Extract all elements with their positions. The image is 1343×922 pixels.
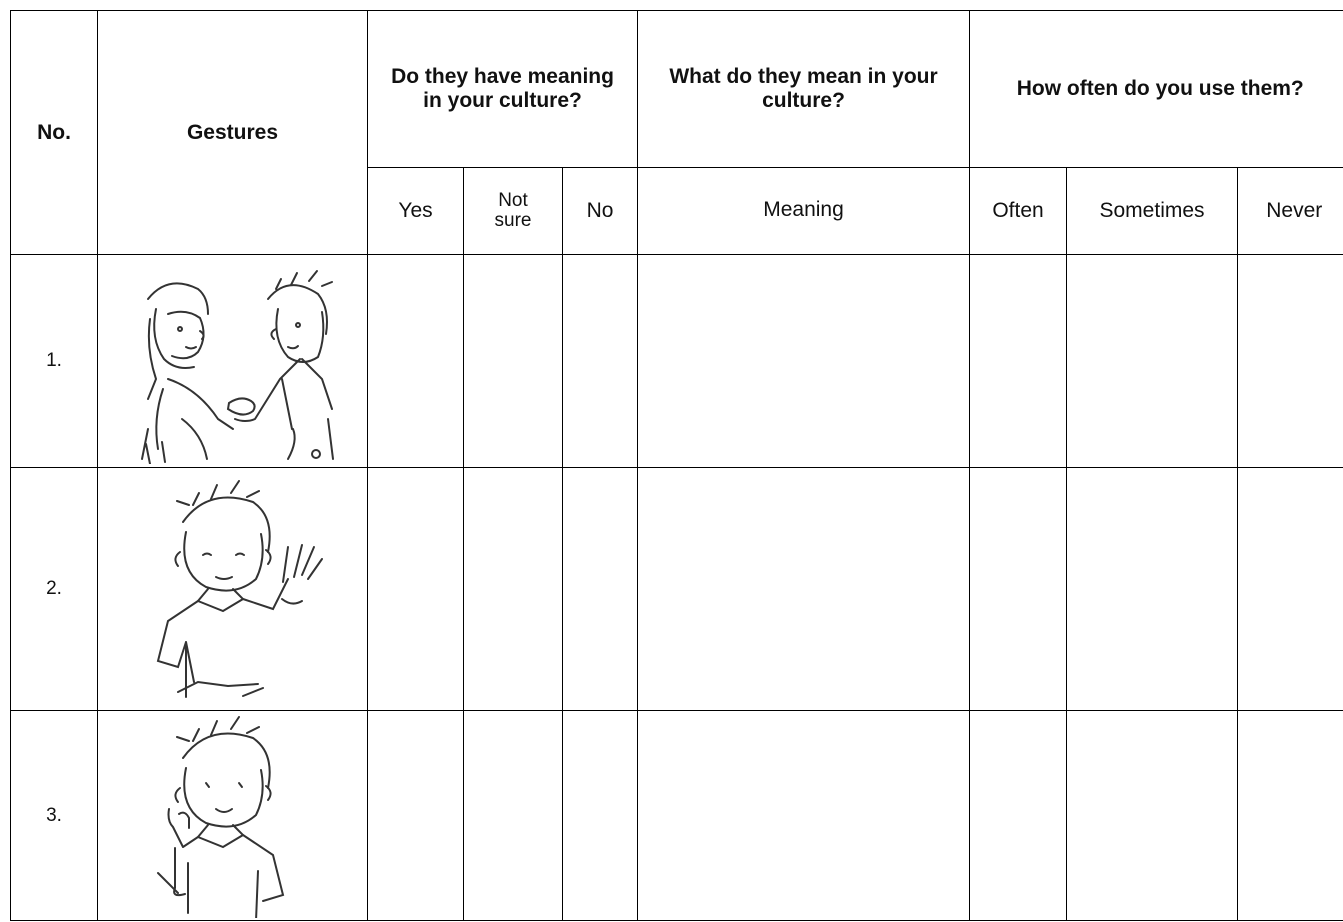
cell-no[interactable] xyxy=(563,711,638,921)
subheader-not-sure: Not sure xyxy=(464,168,563,255)
finger-gesture-illustration xyxy=(98,711,368,921)
subheader-never: Never xyxy=(1238,168,1343,255)
subheader-often: Often xyxy=(970,168,1067,255)
cell-not-sure[interactable] xyxy=(464,468,563,711)
cell-often[interactable] xyxy=(970,711,1067,921)
row-number: 2. xyxy=(11,468,98,711)
table-row xyxy=(11,255,1343,468)
cell-never[interactable] xyxy=(1238,711,1343,921)
subheader-sometimes: Sometimes xyxy=(1067,168,1238,255)
cell-sometimes[interactable] xyxy=(1067,468,1238,711)
cell-meaning[interactable] xyxy=(638,468,970,711)
table-row xyxy=(11,711,1343,921)
cell-never[interactable] xyxy=(1238,468,1343,711)
subheader-no: No xyxy=(563,168,638,255)
cell-meaning[interactable] xyxy=(638,255,970,468)
cell-often[interactable] xyxy=(970,468,1067,711)
subheader-meaning: Meaning xyxy=(638,168,970,255)
cell-often[interactable] xyxy=(970,255,1067,468)
row-number: 3. xyxy=(11,711,98,921)
cell-not-sure[interactable] xyxy=(464,711,563,921)
cell-never[interactable] xyxy=(1238,255,1343,468)
cell-yes[interactable] xyxy=(368,711,464,921)
header-gestures: Gestures xyxy=(98,11,368,255)
cell-sometimes[interactable] xyxy=(1067,711,1238,921)
waving-illustration xyxy=(98,468,368,711)
gesture-survey-table xyxy=(10,10,1343,921)
cell-not-sure[interactable] xyxy=(464,255,563,468)
cell-yes[interactable] xyxy=(368,468,464,711)
cell-sometimes[interactable] xyxy=(1067,255,1238,468)
header-no: No. xyxy=(11,11,98,255)
cell-no[interactable] xyxy=(563,468,638,711)
header-row xyxy=(11,11,1343,168)
subheader-yes: Yes xyxy=(368,168,464,255)
header-what-question: What do they mean in your culture? xyxy=(638,11,970,168)
header-meaning-question: Do they have meaning in your culture? xyxy=(368,11,638,168)
handshake-illustration xyxy=(98,255,368,468)
row-number: 1. xyxy=(11,255,98,468)
table-row xyxy=(11,468,1343,711)
header-how-often-question: How often do you use them? xyxy=(970,11,1343,168)
cell-no[interactable] xyxy=(563,255,638,468)
cell-meaning[interactable] xyxy=(638,711,970,921)
cell-yes[interactable] xyxy=(368,255,464,468)
